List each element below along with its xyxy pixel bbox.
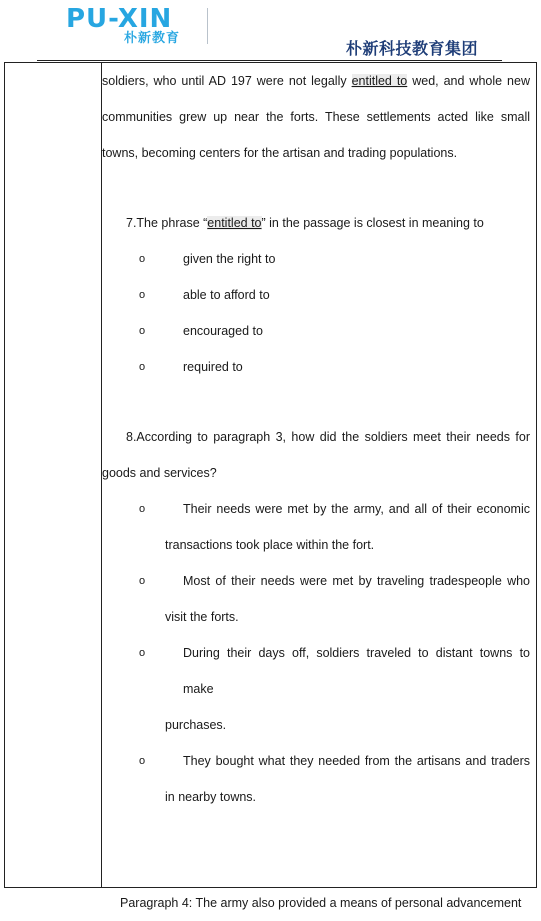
option-text-continued: in nearby towns. <box>165 790 257 804</box>
logo-latin-text: PU-XIN <box>66 4 173 34</box>
puxin-logo <box>66 6 206 46</box>
question-8-line-1: 8.According to paragraph 3, how did the soldiers meet their needs for <box>126 430 530 444</box>
q8-option-4[interactable] <box>102 743 530 779</box>
logo-chinese-text: 朴新教育 <box>124 31 181 46</box>
q8-option-1[interactable] <box>102 491 530 527</box>
radio-bullet-icon[interactable]: o <box>139 325 146 337</box>
spacer <box>102 815 530 885</box>
question-7 <box>102 205 530 241</box>
option-text-continued: purchases. <box>165 718 227 732</box>
option-text: encouraged to <box>183 324 263 338</box>
radio-bullet-icon[interactable]: o <box>139 755 146 767</box>
option-text: They bought what they needed from the artisans and traders <box>183 754 530 768</box>
radio-bullet-icon[interactable]: o <box>139 503 146 515</box>
radio-bullet-icon[interactable]: o <box>139 289 146 301</box>
q7-option-2[interactable] <box>102 277 530 313</box>
passage-text: soldiers, who until AD 197 were not legally <box>102 74 352 88</box>
option-text-continued: visit the forts. <box>165 610 239 624</box>
option-text: During their days off, soldiers traveled to distant towns to make <box>183 646 530 696</box>
q8-option-3[interactable] <box>102 635 530 707</box>
option-text: required to <box>183 360 243 374</box>
q8-option-2[interactable] <box>102 563 530 599</box>
radio-bullet-icon[interactable]: o <box>139 361 146 373</box>
radio-bullet-icon[interactable]: o <box>139 253 146 265</box>
header-rule <box>37 60 502 61</box>
paragraph-4-line: Paragraph 4: The army also provided a means of personal advancement <box>120 896 522 910</box>
question-7-suffix: ” in the passage is closest in meaning to <box>261 216 484 230</box>
passage-line-3: towns, becoming centers for the artisan and trading populations. <box>102 146 458 160</box>
option-text: able to afford to <box>183 288 270 302</box>
radio-bullet-icon[interactable]: o <box>139 575 146 587</box>
option-text-continued: transactions took place within the fort. <box>165 538 375 552</box>
radio-bullet-icon[interactable]: o <box>139 647 146 659</box>
q7-option-3[interactable] <box>102 313 530 349</box>
passage-line-1 <box>102 63 530 99</box>
option-text: Their needs were met by the army, and all of their economic <box>183 502 530 516</box>
question-7-highlight: entitled to <box>207 216 262 230</box>
question-7-prefix: 7.The phrase “ <box>126 216 208 230</box>
spacer <box>102 385 530 419</box>
passage-text: wed, and whole new <box>407 74 530 88</box>
question-8-line-2: goods and services? <box>102 466 217 480</box>
option-text: given the right to <box>183 252 276 266</box>
option-text: Most of their needs were met by traveling tradespeople who <box>183 574 530 588</box>
company-name: 朴新科技教育集团 <box>346 39 479 58</box>
q7-option-4[interactable] <box>102 349 530 385</box>
document-content <box>102 63 530 921</box>
q7-option-1[interactable] <box>102 241 530 277</box>
logo-divider <box>207 8 208 44</box>
passage-line-2: communities grew up near the forts. These settlements acted like small <box>102 110 530 124</box>
spacer <box>102 171 530 205</box>
highlight-entitled-to: entitled to <box>351 74 408 88</box>
